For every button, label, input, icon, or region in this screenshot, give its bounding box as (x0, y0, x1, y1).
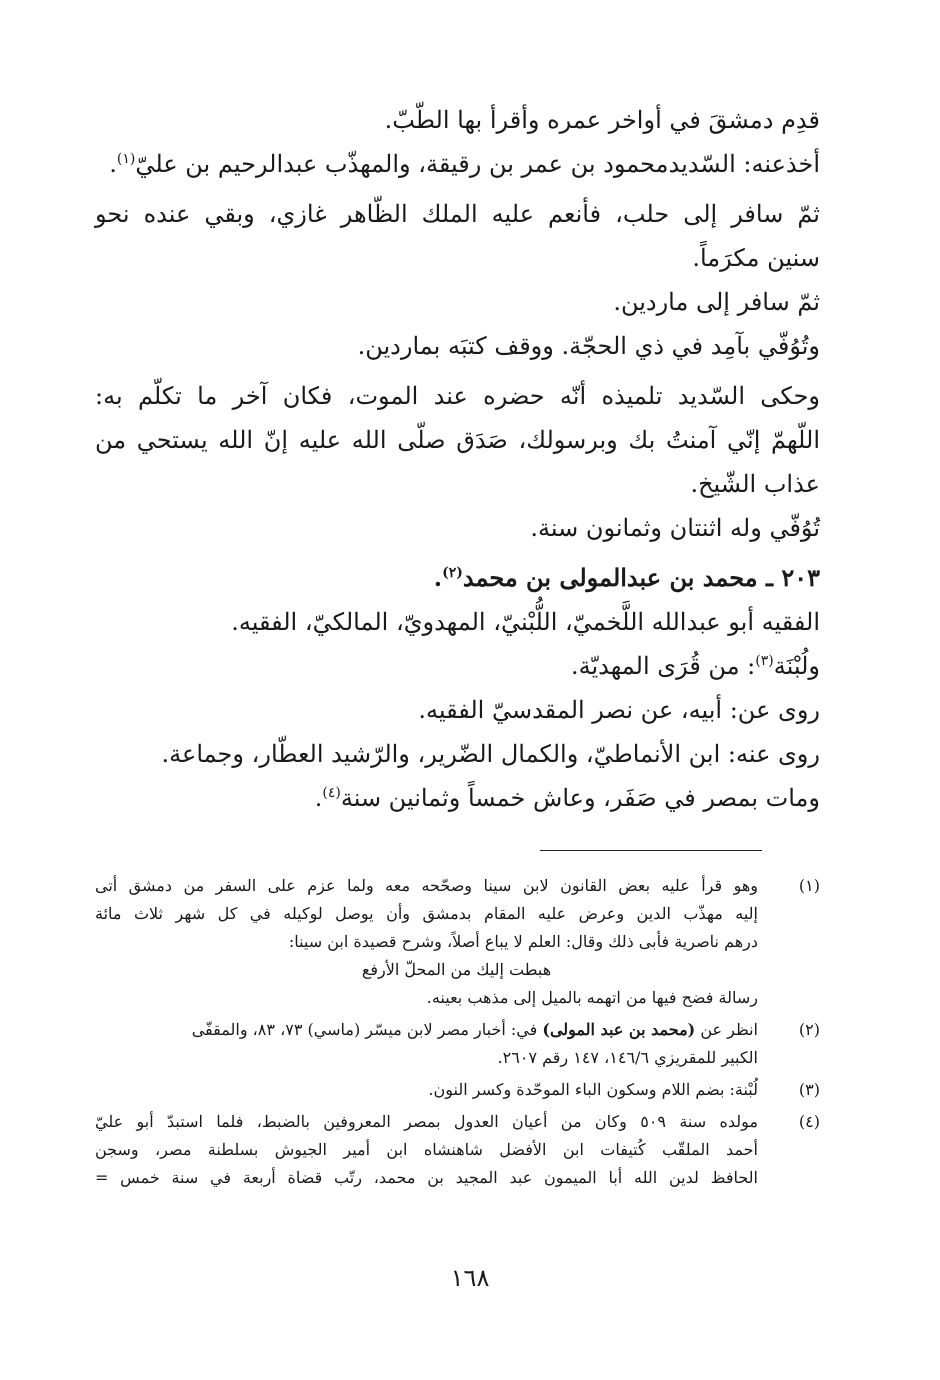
entry-title: محمد بن عبدالمولى بن محمد (462, 563, 758, 592)
footnote-line: الحافظ لدين الله أبا الميمون عبد المجيد بن محمد، رتّب قضاة أربعة في سنة خمس = (95, 1168, 758, 1187)
footnote-ref[interactable]: (٢) (442, 565, 463, 581)
text-line: وحكى السّديد تلميذه أنّه حضره عند الموت، فكان آخر ما تكلّم به: (95, 382, 820, 410)
footnote-line: درهم ناصرية فأبى ذلك وقال: العلم لا يباع أصلاً، وشرح قصيدة ابن سينا: (288, 932, 758, 951)
footnote-number: (٢) (798, 1020, 820, 1039)
footnote-3 (95, 1076, 820, 1104)
text-line: روى عن: أبيه، عن نصر المقدسيّ الفقيه. (418, 696, 820, 724)
footnote-ref[interactable]: (٣) (755, 653, 774, 669)
text-span: : من قُرَى المهديّة. (570, 652, 756, 680)
footnote-number: (٣) (798, 1080, 820, 1099)
footnote-line (95, 1016, 758, 1044)
text-span: أخذعنه: السّديدمحمود بن عمر بن رقيقة، والمهذّب عبدالرحيم بن عليّ (135, 150, 820, 178)
footnote-1 (95, 872, 820, 1012)
footnote-line: الكبير للمقريزي ١٤٦/٦، ١٤٧ رقم ٢٦٠٧. (497, 1048, 758, 1067)
footnote-4 (95, 1108, 820, 1192)
text-line: روى عنه: ابن الأنماطيّ، والكمال الضّرير، والرّشيد العطّار، وجماعة. (161, 740, 820, 768)
text-line: الفقيه أبو عبدالله اللَّخميّ، اللُّبْنيّ، المهدويّ، المالكيّ، الفقيه. (231, 608, 820, 636)
footnote-number: (١) (798, 876, 820, 895)
footnote-line: وهو قرأ عليه بعض القانون لابن سينا وصحّحه معه ولما عزم على السفر من دمشق أتى (95, 876, 758, 895)
footnote-ref[interactable]: (٤) (322, 785, 341, 801)
text-line (95, 644, 820, 688)
footnote-line: لُبْنة: بضم اللام وسكون الباء الموحّدة وكسر النون. (428, 1080, 758, 1099)
footnote-separator (540, 850, 762, 851)
text-line: اللّهمّ إنّي آمنتُ بك وبرسولك، صَدَق صلّى الله عليه إنّ الله يستحي من (95, 426, 820, 454)
text-span: . (433, 563, 443, 592)
text-line (95, 142, 820, 186)
footnote-bold-term: (محمد بن عبد المولى) (542, 1020, 696, 1039)
text-span: انظر عن (700, 1020, 758, 1039)
main-text (95, 98, 820, 820)
text-span: في: أخبار مصر لابن ميسّر (ماسي) ٧٣، ٨٣، والمقفّى (191, 1020, 538, 1039)
text-span: ومات بمصر في صَفَر، وعاش خمساً وثمانين سنة (340, 784, 820, 812)
text-span: . (314, 784, 323, 812)
text-line: تُوُفّي وله اثنتان وثمانون سنة. (530, 514, 820, 542)
entry-heading (95, 556, 820, 600)
text-span: ولُبْنَة (773, 652, 820, 680)
text-line (95, 776, 820, 820)
entry-number: ٢٠٣ ـ (765, 563, 820, 592)
text-line: قدِم دمشقَ في أواخر عمره وأقرأ بها الطّبّ. (384, 106, 820, 134)
footnote-2 (95, 1016, 820, 1072)
footnote-line: رسالة فضح فيها من اتهمه بالميل إلى مذهب بعينه. (426, 988, 758, 1007)
footnote-number: (٤) (798, 1112, 820, 1131)
footnote-line: أحمد الملقّب كُتيفات ابن الأفضل شاهنشاه ابن أمير الجيوش بسلطنة مصر، وسجن (95, 1140, 758, 1159)
text-line: وتُوُفّي بآمِد في ذي الحجّة. ووقف كتبَه بماردين. (357, 332, 820, 360)
text-line: عذاب الشّيخ. (690, 470, 820, 498)
footnote-line: إليه مهذّب الدين وعرض عليه المقام بدمشق وأن يوصل لوكيله في كل شهر ثلاث مائة (95, 904, 758, 923)
footnote-line: مولده سنة ٥٠٩ وكان من أعيان العدول بمصر المعروفين بالضبط، فلما استبدّ أبو عليّ (95, 1112, 758, 1131)
text-span: . (109, 150, 117, 178)
text-line: ثمّ سافر إلى ماردين. (613, 288, 820, 316)
text-line: سنين مكرَماً. (692, 244, 820, 272)
page-number: ١٦٨ (450, 1264, 490, 1292)
footnotes (95, 872, 820, 1192)
footnote-ref[interactable]: (١) (116, 151, 136, 167)
text-line: ثمّ سافر إلى حلب، فأنعم عليه الملك الظّاهر غازي، وبقي عنده نحو (95, 200, 820, 228)
footnote-verse: هبطت إليك من المحلّ الأرفع (361, 960, 552, 979)
